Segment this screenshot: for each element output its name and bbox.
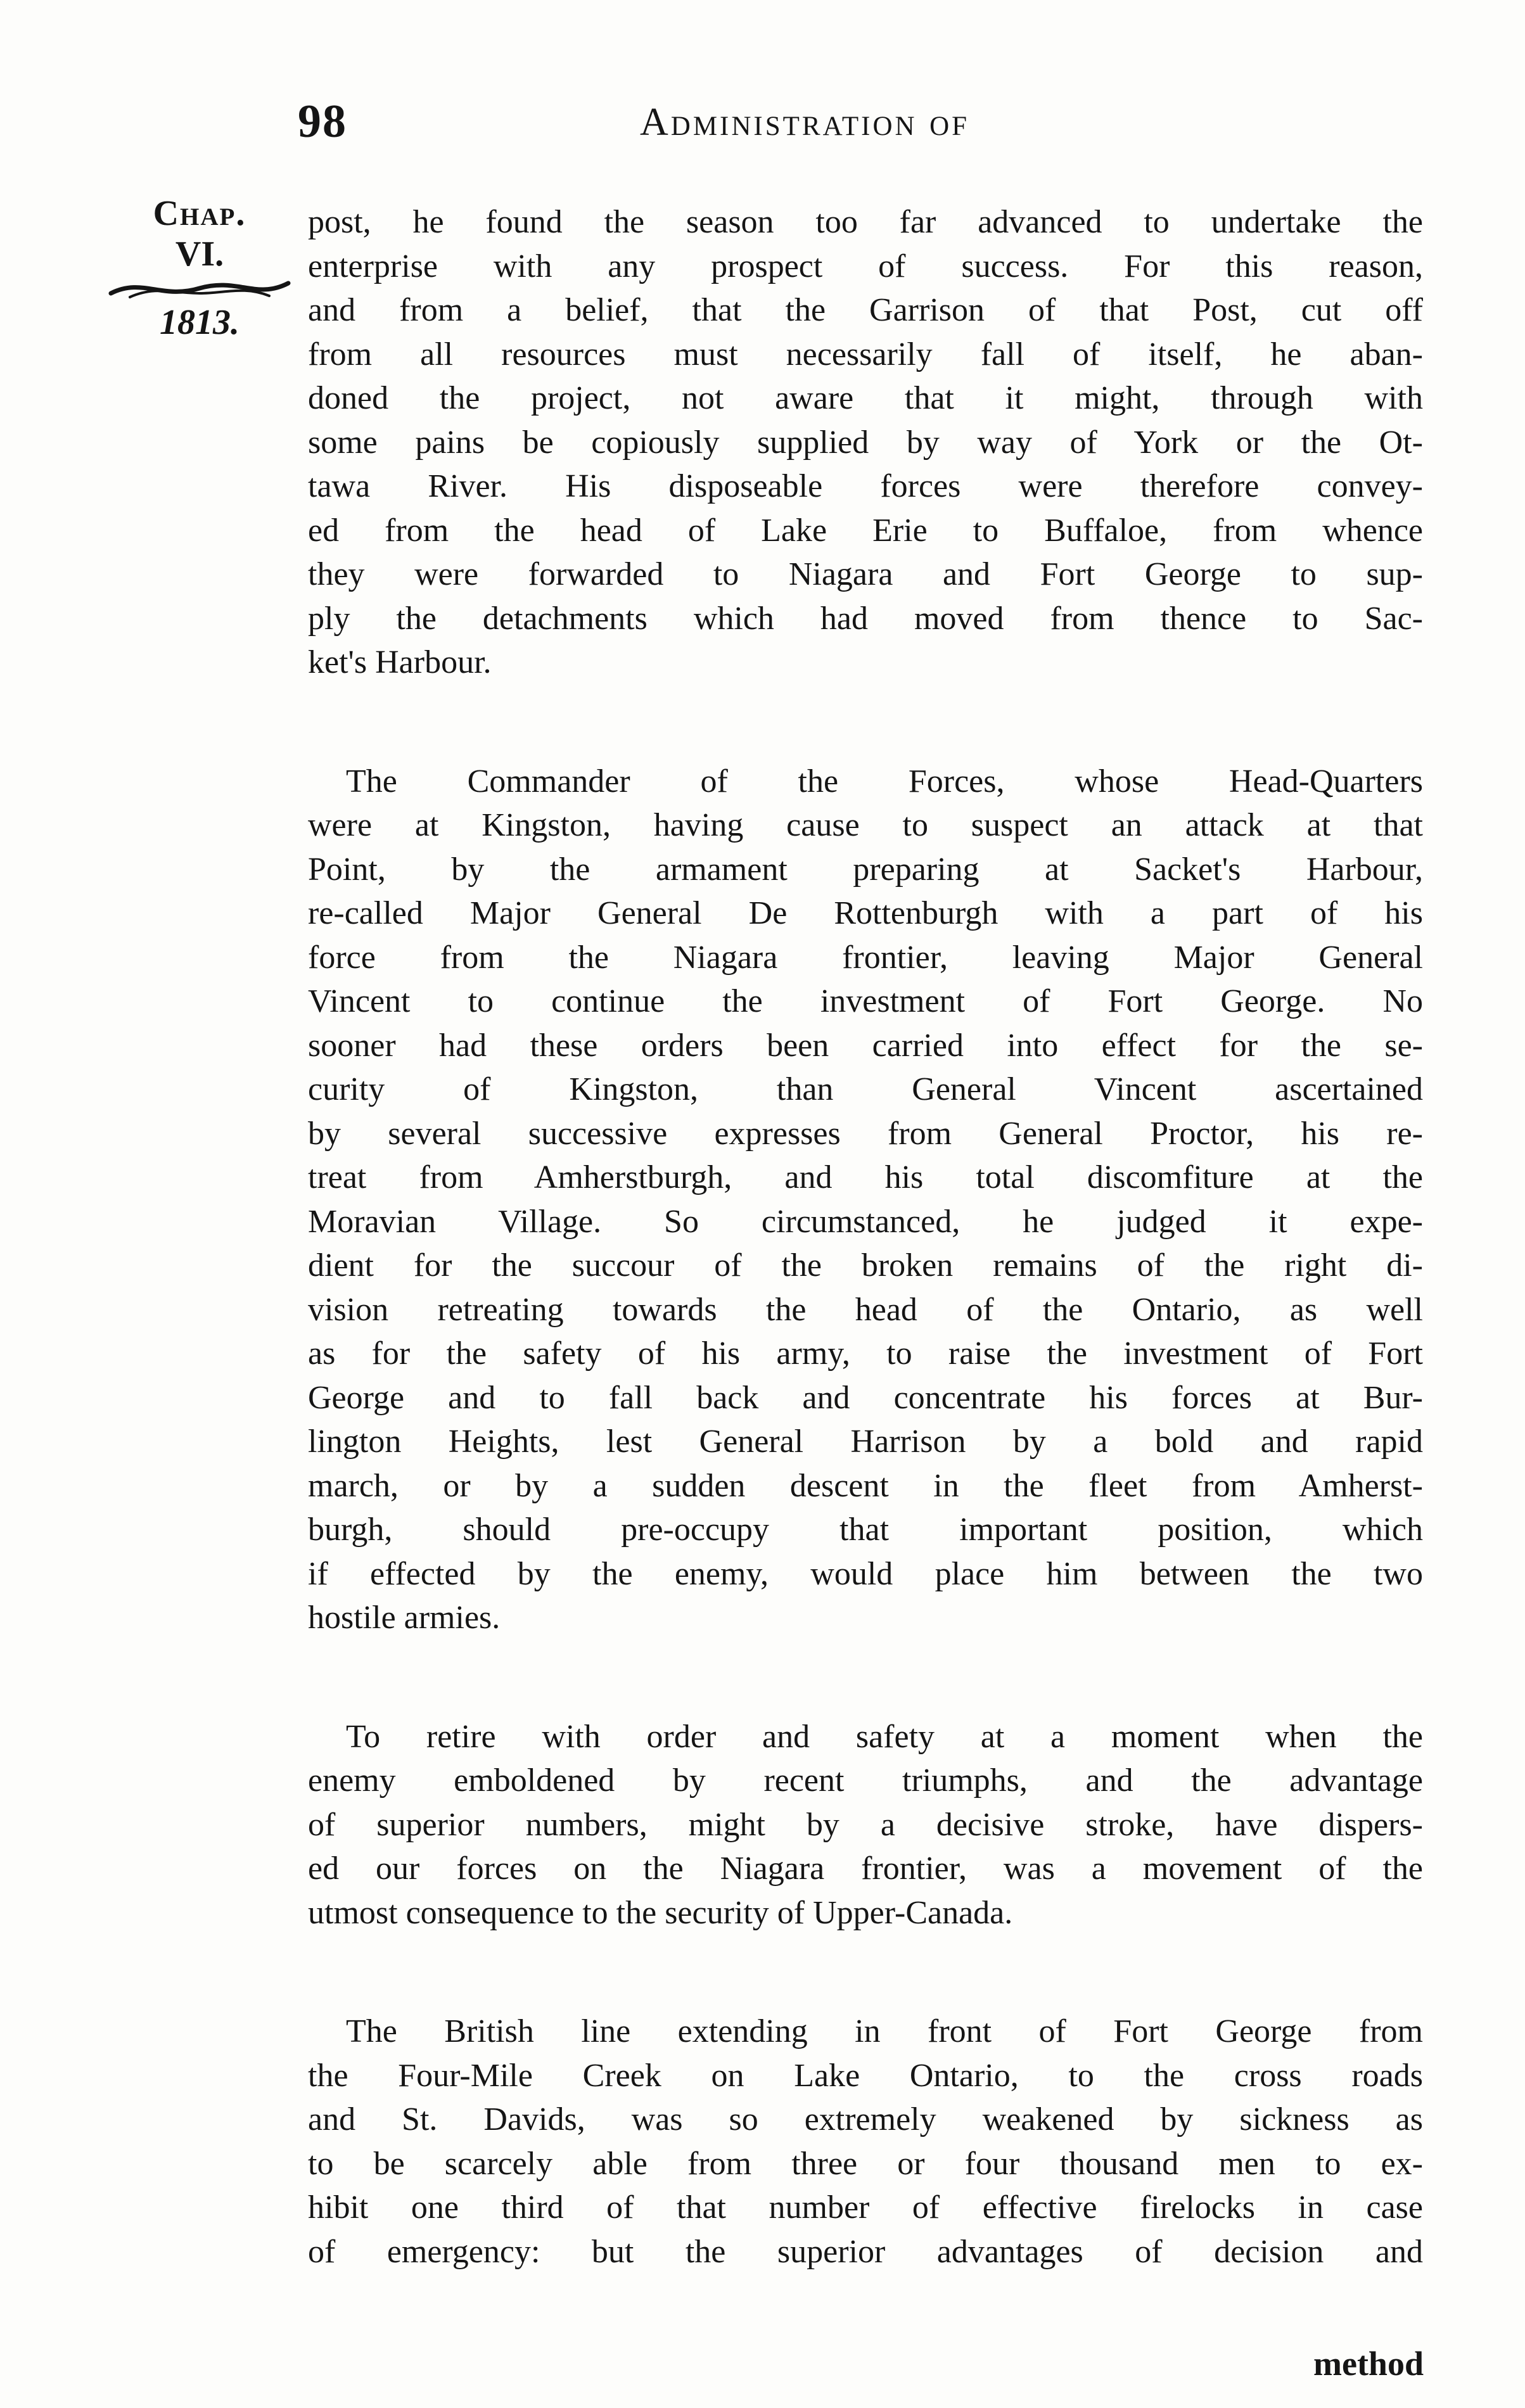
text-line: ed from the head of Lake Erie to Buffaloe, from whence (308, 512, 1423, 549)
text-line: march, or by a sudden descent in the fleet from Amherst- (308, 1467, 1423, 1504)
text-line: and from a belief, that the Garrison of that Post, cut off (308, 292, 1423, 328)
text-line: treat from Amherstburgh, and his total discomfiture at the (308, 1159, 1423, 1195)
text-line: of emergency: but the superior advantages of decision and (308, 2233, 1423, 2270)
text-line: ed our forces on the Niagara frontier, was a movement of the (308, 1851, 1423, 1887)
margin-year: 1813. (160, 303, 239, 342)
text-line: hibit one third of that number of effective firelocks in case (308, 2189, 1423, 2226)
text-line: Point, by the armament preparing at Sacket's Harbour, (308, 851, 1423, 888)
text-line: as for the safety of his army, to raise the investment of Fort (308, 1335, 1423, 1372)
text-line: burgh, should pre-occupy that important position, which (308, 1512, 1423, 1548)
text-line: dient for the succour of the broken remains of the right di- (308, 1247, 1423, 1284)
margin-chapter-number: VI. (175, 234, 224, 274)
text-line: re-called Major General De Rottenburgh with a part of his (308, 895, 1423, 931)
text-line: To retire with order and safety at a moment when the (346, 1718, 1423, 1755)
text-line: The Commander of the Forces, whose Head-Quarters (346, 763, 1423, 799)
text-line: vision retreating towards the head of the Ontario, as well (308, 1291, 1423, 1328)
text-line: Vincent to continue the investment of Fort George. No (308, 983, 1423, 1019)
text-line: utmost consequence to the security of Upper-Canada. (308, 1894, 1013, 1931)
text-line: to be scarcely able from three or four thousand men to ex- (308, 2145, 1423, 2182)
text-line: sooner had these orders been carried into effect for the se- (308, 1027, 1423, 1064)
text-line: hostile armies. (308, 1600, 501, 1636)
text-line: enterprise with any prospect of success. For this reason, (308, 248, 1423, 284)
text-line: tawa River. His disposeable forces were therefore convey- (308, 468, 1423, 504)
text-line: by several successive expresses from General Proctor, his re- (308, 1115, 1423, 1152)
text-line: if effected by the enemy, would place him between the two (308, 1555, 1423, 1592)
running-title: Administration of (640, 101, 970, 144)
text-line: ply the detachments which had moved from thence to Sac- (308, 600, 1423, 637)
text-line: force from the Niagara frontier, leaving Major General (308, 939, 1423, 976)
text-line: post, he found the season too far advanced to undertake the (308, 204, 1423, 240)
text-line: The British line extending in front of Fort George from (346, 2013, 1423, 2049)
text-line: some pains be copiously supplied by way of York or the Ot- (308, 424, 1423, 461)
text-line: ket's Harbour. (308, 644, 492, 680)
text-line: Moravian Village. So circumstanced, he judged it expe- (308, 1203, 1423, 1240)
margin-chapter-label: Chap. (153, 194, 246, 233)
text-line: lington Heights, lest General Harrison by a bold and rapid (308, 1424, 1423, 1460)
body-text (308, 200, 1423, 2348)
text-line: doned the project, not aware that it might, through with (308, 380, 1423, 416)
text-line: from all resources must necessarily fall of itself, he aban- (308, 336, 1423, 373)
text-line: they were forwarded to Niagara and Fort George to sup- (308, 556, 1423, 592)
paragraph-2 (308, 760, 1423, 1640)
catchword: method (1313, 2345, 1424, 2383)
text-line: curity of Kingston, than General Vincent ascertained (308, 1071, 1423, 1107)
running-head (298, 95, 1438, 152)
paragraph-4 (308, 2010, 1423, 2274)
paragraph-3 (308, 1715, 1423, 1935)
text-line: were at Kingston, having cause to suspect an attack at that (308, 807, 1423, 843)
paragraph-1 (308, 200, 1423, 685)
flourish-ornament-icon (105, 274, 295, 302)
text-line: and St. Davids, was so extremely weakened by sickness as (308, 2101, 1423, 2137)
text-line: the Four-Mile Creek on Lake Ontario, to the cross roads (308, 2057, 1423, 2094)
text-line: enemy emboldened by recent triumphs, and the advantage (308, 1762, 1423, 1799)
text-line: of superior numbers, might by a decisive stroke, have dispers- (308, 1806, 1423, 1843)
text-line: George and to fall back and concentrate his forces at Bur- (308, 1379, 1423, 1416)
margin-note (95, 193, 304, 343)
page-number: 98 (298, 96, 347, 148)
